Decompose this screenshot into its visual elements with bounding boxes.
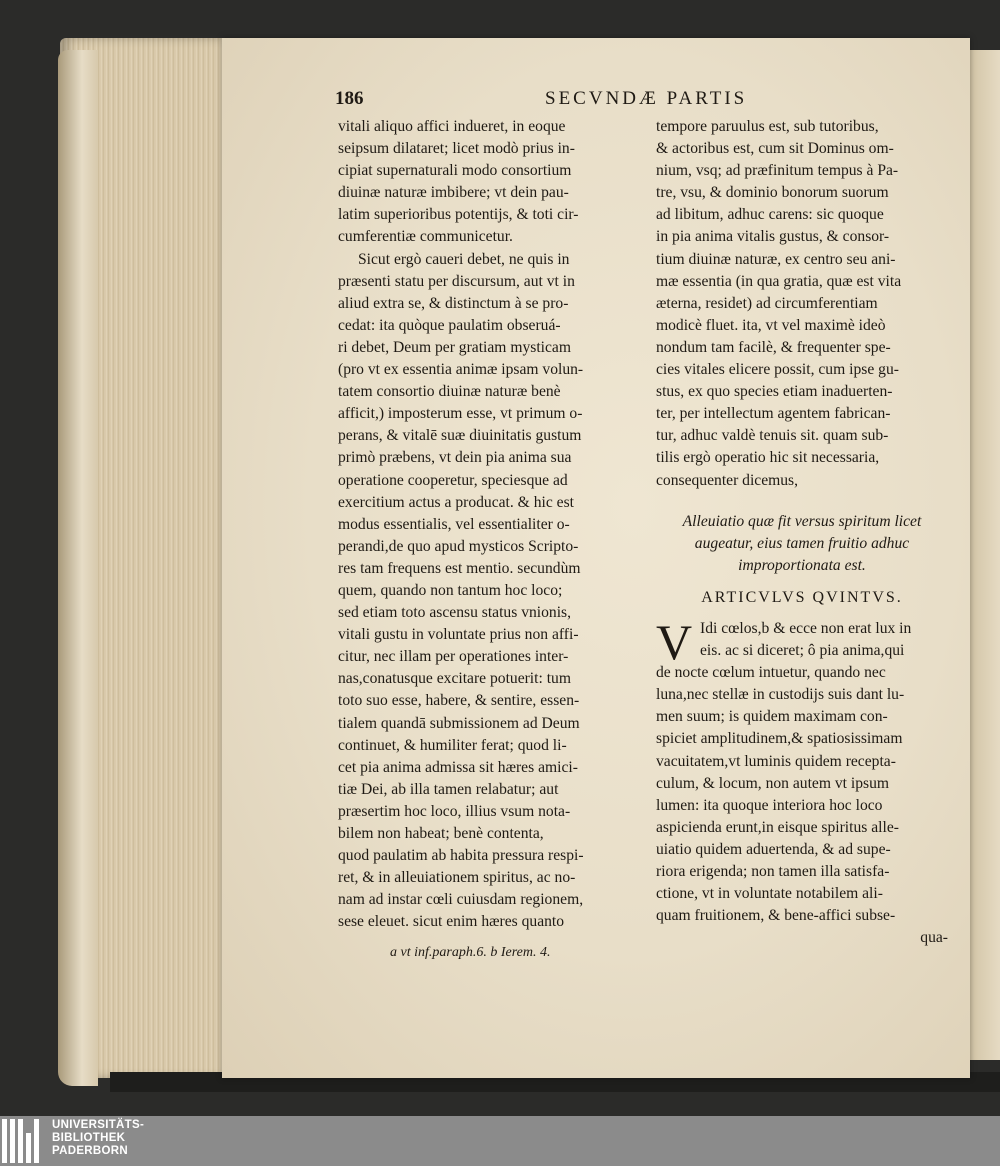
text-line: ri debet, Deum per gratiam mysticam — [338, 338, 571, 356]
text-line: sese eleuet. sicut enim hæres quanto — [338, 913, 565, 931]
text-line: tre, vsu, & dominio bonorum suorum — [656, 184, 889, 202]
text-line: nas,conatusque excitare potuerit: tum — [338, 670, 571, 688]
text-line: cumferentiæ communicetur. — [338, 228, 513, 246]
text-line: aspicienda erunt,in eisque spiritus alle- — [656, 818, 899, 836]
text-line: nium, vsq; ad præfinitum tempus à Pa- — [656, 162, 899, 180]
text-line: tatem consortio diuinæ naturæ benè — [338, 383, 561, 401]
text-line: tium diuinæ naturæ, ex centro seu ani- — [656, 250, 896, 268]
text-line: operatione cooperetur, speciesque ad — [338, 471, 568, 489]
text-line: tialem quandā submissionem ad Deum — [338, 714, 580, 732]
left-text-column — [338, 116, 644, 933]
running-head: SECVNDÆ PARTIS — [545, 88, 748, 109]
library-footer-bar — [0, 1116, 1000, 1166]
right-text-column-bottom — [656, 614, 948, 949]
text-line: ad libitum, adhuc carens: sic quoque — [656, 206, 884, 224]
text-line: augeatur, eius tamen fruitio adhuc — [694, 535, 910, 553]
book-cover-edge — [58, 50, 98, 1086]
text-line: Alleuiatio quæ fit versus spiritum licet — [682, 513, 922, 530]
page-number: 186 — [335, 88, 364, 109]
text-line: vitali aliquo affici indueret, in eoque — [338, 118, 566, 135]
text-line: res tam frequens est mentio. secundùm — [338, 559, 581, 577]
text-line: cies vitales elicere possit, cum ipse gu- — [656, 361, 899, 379]
text-line: tempore paruulus est, sub tutoribus, — [656, 118, 879, 135]
logo-line-1: UNIVERSITÄTS- — [52, 1119, 145, 1131]
text-line: modicè fluet. ita, vt vel maximè ideò — [656, 316, 886, 334]
text-line: eis. ac si diceret; ô pia anima,qui — [700, 642, 905, 660]
text-line: latim superioribus potentijs, & toti cir- — [338, 206, 579, 224]
text-line: afficit,) imposterum esse, vt primum o- — [338, 405, 583, 423]
text-line: quod paulatim ab habita pressura respi- — [338, 847, 584, 865]
text-line: cedat: ita quòque paulatim obseruá- — [338, 316, 561, 334]
drop-capital: V — [656, 614, 693, 670]
text-line: nam ad instar cœli cuiusdam regionem, — [338, 891, 584, 909]
text-line: tiæ Dei, ab illa tamen relabatur; aut — [338, 780, 559, 798]
text-line: toto suo esse, habere, & sentire, essen- — [338, 692, 580, 710]
text-line: nondum tam facilè, & frequenter spe- — [656, 338, 891, 356]
text-line: in pia anima vitalis gustus, & consor- — [656, 228, 890, 246]
text-line: exercitium actus a producat. & hic est — [338, 493, 574, 511]
text-line: ter, per intellectum agentem fabrican- — [656, 405, 891, 423]
text-line: seipsum dilataret; licet modò prius in- — [338, 140, 575, 158]
text-line: sed etiam toto ascensu status vnionis, — [338, 604, 572, 622]
text-line: ctione, vt in voluntate notabilem ali- — [656, 885, 883, 903]
library-logo-text — [52, 1119, 144, 1158]
logo-line-2: BIBLIOTHEK — [52, 1132, 126, 1144]
text-line: cipiat supernaturali modo consortium — [338, 162, 572, 180]
text-line: consequenter dicemus, — [656, 471, 799, 489]
text-line: & actoribus est, cum sit Dominus om- — [656, 140, 894, 158]
text-line: stus, ex quo species etiam inaduerten- — [656, 383, 893, 401]
text-line: de nocte cœlum intuetur, quando nec — [656, 664, 886, 682]
text-line: spiciet amplitudinem,& spatiosissimam — [656, 730, 903, 748]
text-line: quem, quando non tantum hoc loco; — [338, 581, 563, 599]
text-line: æterna, residet) ad circumferentiam — [656, 294, 878, 312]
text-line: ret, & in alleuiationem spiritus, ac no- — [338, 869, 576, 887]
text-line: (pro vt ex essentia animæ ipsam volun- — [338, 361, 584, 379]
text-line: quam fruitionem, & bene-affici subse- — [656, 907, 896, 925]
text-line: Idi cœlos,b & ecce non erat lux in — [700, 620, 912, 637]
page-header — [335, 88, 755, 112]
library-logo-icon — [2, 1119, 48, 1163]
text-line: cet pia anima admissa sit hæres amici- — [338, 758, 578, 776]
text-line: vacuitatem,vt luminis quidem recepta- — [656, 752, 896, 770]
text-line: lumen: ita quoque interiora hoc loco — [656, 796, 883, 814]
footnotes: a vt inf.paraph.6. b Ierem. 4. — [390, 945, 551, 960]
text-line: præsertim hoc loco, illius vsum nota- — [338, 802, 571, 820]
text-line: continuet, & humiliter ferat; quod li- — [338, 736, 567, 754]
text-line: aliud extra se, & distinctum à se pro- — [338, 294, 569, 312]
text-line: tur, adhuc valdè tenuis sit. quam sub- — [656, 427, 889, 445]
text-line: culum, & locum, non autem vt ipsum — [656, 774, 890, 792]
text-line: perandi,de quo apud mysticos Scripto- — [338, 537, 579, 555]
text-line: perans, & vitalē suæ diuinitatis gustum — [338, 427, 582, 445]
catchword: qua- — [920, 929, 948, 947]
text-line: vitali gustu in voluntate prius non affi- — [338, 626, 579, 644]
text-line: diuinæ naturæ imbibere; vt dein pau- — [338, 184, 569, 202]
text-line: improportionata est. — [738, 557, 866, 575]
text-line: mæ essentia (in qua gratia, quæ est vita — [656, 272, 902, 290]
text-line: præsenti statu per discursum, aut vt in — [338, 272, 575, 290]
text-line: bilem non habeat; benè contenta, — [338, 825, 544, 842]
text-line: riora erigenda; non tamen illa satisfa- — [656, 863, 890, 881]
text-line: tilis ergò operatio hic sit necessaria, — [656, 449, 880, 467]
text-line: primò præbens, vt dein pia anima sua — [338, 449, 572, 467]
section-title — [656, 511, 948, 577]
text-line: Sicut ergò caueri debet, ne quis in — [358, 250, 570, 268]
article-title: ARTICVLVS QVINTVS. — [701, 589, 903, 606]
right-text-column-top — [656, 116, 946, 492]
text-line: luna,nec stellæ in custodijs suis dant lu- — [656, 686, 905, 704]
text-line: citur, nec illam per operationes inter- — [338, 648, 569, 666]
text-line: men suum; is quidem maximam con- — [656, 708, 888, 726]
logo-line-3: PADERBORN — [52, 1145, 128, 1157]
text-line: modus essentialis, vel essentialiter o- — [338, 515, 570, 533]
text-line: uiatio quidem aduertenda, & ad supe- — [656, 840, 891, 858]
